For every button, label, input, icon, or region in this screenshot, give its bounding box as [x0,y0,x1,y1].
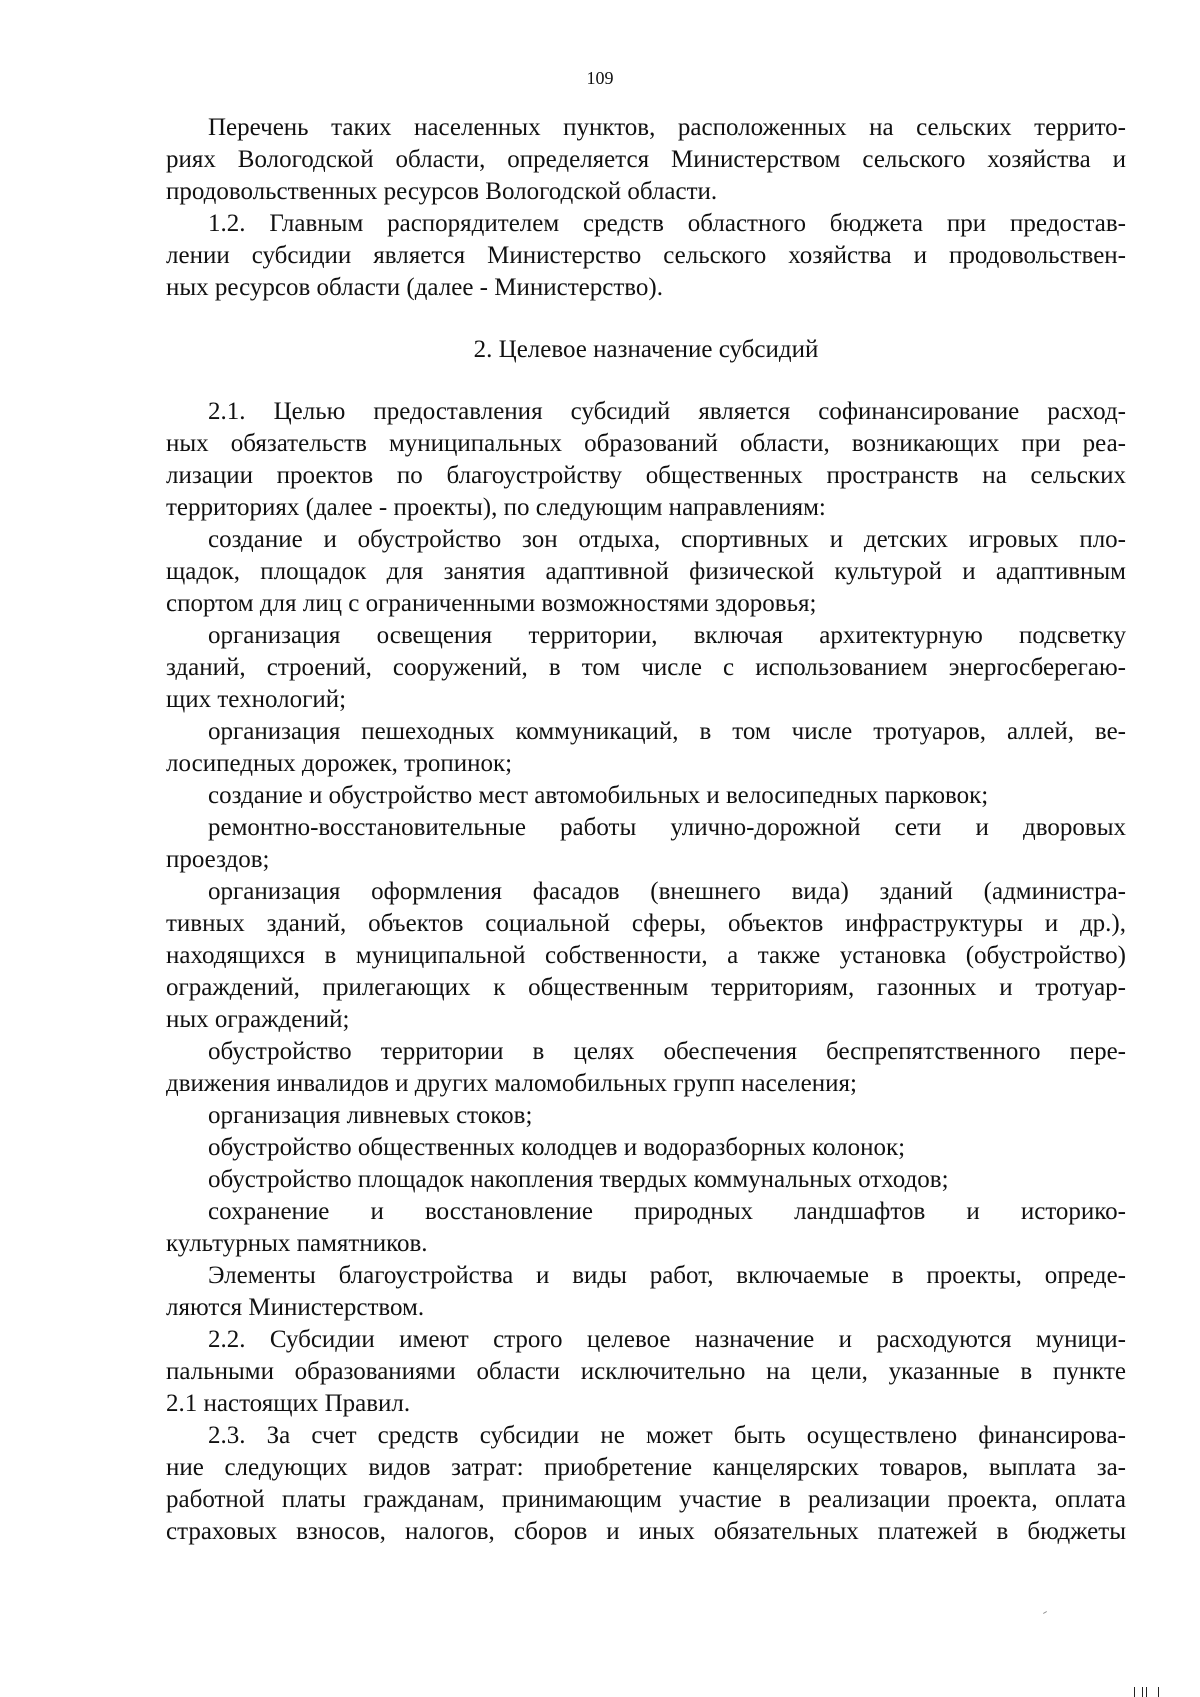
text-line: лосипедных дорожек, тропинок; [166,750,513,777]
text-line: 2.1. Целью предоставления субсидий является софинансирование расход- [208,398,1126,425]
text-line: обустройство территории в целях обеспечения беспрепятственного пере- [208,1038,1126,1065]
text-line: 1.2. Главным распорядителем средств областного бюджета при предостав- [208,210,1126,237]
text-line: обустройство площадок накопления твердых коммунальных отходов; [208,1166,949,1193]
text-line: обустройство общественных колодцев и водоразборных колонок; [208,1134,906,1161]
text-line: работной платы гражданам, принимающим участие в реализации проекта, оплата [166,1486,1126,1513]
text-line: создание и обустройство зон отдыха, спортивных и детских игровых пло- [208,526,1126,553]
text-line: Перечень таких населенных пунктов, расположенных на сельских террито- [208,114,1126,141]
text-line: организация оформления фасадов (внешнего вида) зданий (администра- [208,878,1126,905]
scan-speck [1043,1611,1047,1614]
text-line: Элементы благоустройства и виды работ, включаемые в проекты, опреде- [208,1262,1126,1289]
text-line: сохранение и восстановление природных ландшафтов и историко- [208,1198,1126,1225]
section-heading: 2. Целевое назначение субсидий [473,336,819,363]
text-line: лизации проектов по благоустройству общественных пространств на сельских [166,462,1126,489]
text-line: организация пешеходных коммуникаций, в том числе тротуаров, аллей, ве- [208,718,1126,745]
text-line: ных ограждений; [166,1006,350,1033]
text-line: страховых взносов, налогов, сборов и иных обязательных платежей в бюджеты [166,1518,1126,1545]
text-line: ных обязательств муниципальных образований области, возникающих при реа- [166,430,1126,457]
text-line: 2.3. За счет средств субсидии не может быть осуществлено финансирова- [208,1422,1126,1449]
text-line: ограждений, прилегающих к общественным территориям, газонных и тротуар- [166,974,1126,1001]
text-line: спортом для лиц с ограниченными возможностями здоровья; [166,590,817,617]
scan-edge-marks [1128,1683,1168,1697]
text-line: пальными образованиями области исключительно на цели, указанные в пункте [166,1358,1126,1385]
text-line: территориях (далее - проекты), по следующим направлениям: [166,494,826,521]
text-line: культурных памятников. [166,1230,428,1257]
page-number: 109 [586,68,614,88]
text-line: движения инвалидов и других маломобильных групп населения; [166,1070,857,1097]
text-line: ных ресурсов области (далее - Министерство). [166,274,663,301]
text-line: зданий, строений, сооружений, в том числе с использованием энергосберегаю- [166,654,1126,681]
document-body [166,112,1126,1548]
text-line: ляются Министерством. [166,1294,425,1321]
text-line: ремонтно-восстановительные работы улично-дорожной сети и дворовых [208,814,1126,841]
text-line: организация освещения территории, включая архитектурную подсветку [208,622,1126,649]
text-line: продовольственных ресурсов Вологодской области. [166,178,718,205]
text-line: организация ливневых стоков; [208,1102,533,1129]
text-line: лении субсидии является Министерство сельского хозяйства и продовольствен- [166,242,1126,269]
text-line: 2.2. Субсидии имеют строго целевое назначение и расходуются муници- [208,1326,1126,1353]
text-line: риях Вологодской области, определяется Министерством сельского хозяйства и [166,146,1126,173]
text-line: 2.1 настоящих Правил. [166,1390,411,1417]
text-line: проездов; [166,846,270,873]
text-line: щадок, площадок для занятия адаптивной физической культурой и адаптивным [166,558,1126,585]
text-line: находящихся в муниципальной собственности, а также установка (обустройство) [166,942,1126,969]
text-line: создание и обустройство мест автомобильных и велосипедных парковок; [208,782,989,809]
text-line: тивных зданий, объектов социальной сферы, объектов инфраструктуры и др.), [166,910,1126,937]
text-line: щих технологий; [166,686,347,713]
text-line: ние следующих видов затрат: приобретение канцелярских товаров, выплата за- [166,1454,1126,1481]
